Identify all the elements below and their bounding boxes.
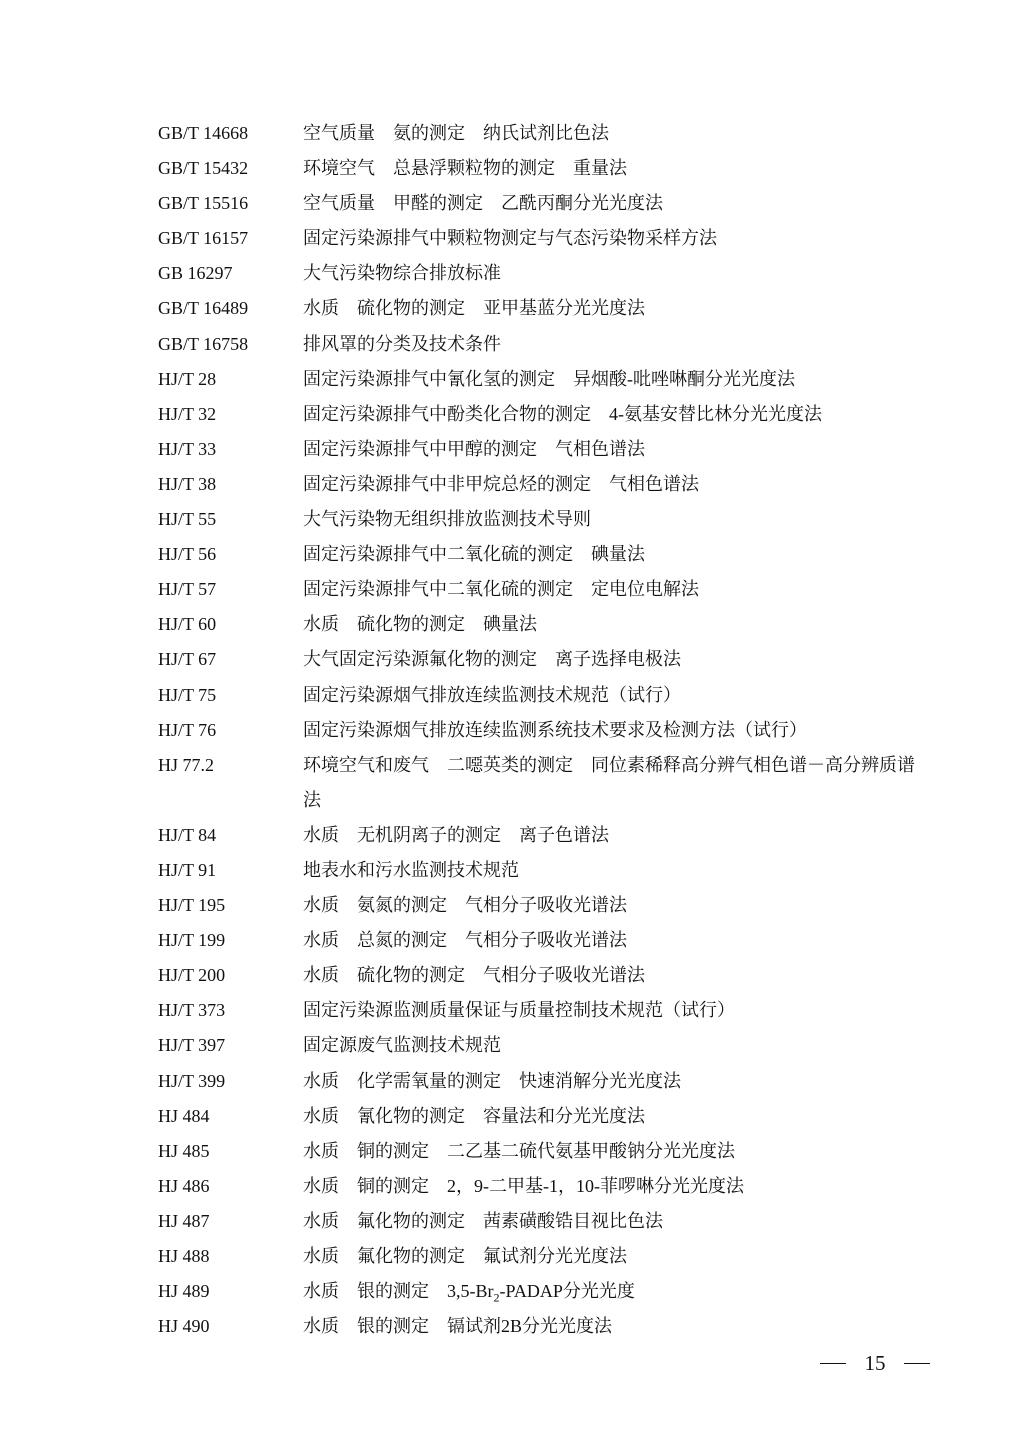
- reference-row: [158, 818, 938, 853]
- reference-row: [158, 116, 938, 151]
- reference-row: [158, 1204, 938, 1239]
- page-number: 15: [864, 1350, 886, 1375]
- standard-title: 水质 铜的测定 二乙基二硫代氨基甲酸钠分光光度法: [303, 1140, 735, 1161]
- reference-row: [158, 432, 938, 467]
- standard-code: HJ 488: [158, 1246, 210, 1266]
- standard-code: HJ/T 67: [158, 649, 217, 670]
- standard-code: HJ 486: [158, 1175, 210, 1196]
- reference-row: [158, 362, 938, 397]
- standard-code: HJ 489: [158, 1281, 210, 1302]
- standard-title-part: 水质 银的测定 3,5-Br: [303, 1281, 494, 1302]
- standard-title: 固定污染源排气中酚类化合物的测定 4-氨基安替比林分光光度法: [303, 403, 822, 424]
- reference-standards-list: [158, 116, 938, 1344]
- reference-row: [158, 958, 938, 993]
- standard-code: HJ 490: [158, 1316, 210, 1337]
- standard-code: HJ 484: [158, 1105, 210, 1126]
- standard-title: 固定污染源排气中颗粒物测定与气态污染物采样方法: [303, 228, 717, 249]
- reference-row: [158, 151, 938, 186]
- reference-row: [158, 1274, 938, 1309]
- reference-row: [158, 186, 938, 221]
- footer-left-dash: [820, 1363, 846, 1364]
- standard-title: 环境空气和废气 二噁英类的测定 同位素稀释高分辨气相色谱－高分辨质谱 法: [303, 754, 915, 810]
- standard-code: HJ/T 397: [158, 1035, 226, 1056]
- standard-title: 固定污染源排气中非甲烷总烃的测定 气相色谱法: [303, 473, 699, 494]
- standard-title: 水质 硫化物的测定 气相分子吸收光谱法: [303, 965, 645, 986]
- reference-row: [158, 1099, 938, 1134]
- standard-title: 固定污染源烟气排放连续监测技术规范（试行）: [303, 684, 681, 705]
- reference-row: [158, 748, 938, 818]
- standard-code: HJ/T 399: [158, 1070, 226, 1091]
- standard-title: [303, 1274, 938, 1309]
- standard-code: HJ 77.2: [158, 754, 215, 775]
- standard-code: HJ/T 76: [158, 719, 217, 740]
- reference-row: [158, 888, 938, 923]
- reference-row: [158, 1239, 938, 1274]
- reference-row: [158, 607, 938, 642]
- standard-title: 水质 总氮的测定 气相分子吸收光谱法: [303, 930, 627, 951]
- standard-code: GB/T 15432: [158, 158, 249, 179]
- standard-title: 大气固定污染源氟化物的测定 离子选择电极法: [303, 649, 681, 670]
- reference-row: [158, 993, 938, 1028]
- standard-code: HJ/T 33: [158, 438, 217, 459]
- standard-code: HJ/T 75: [158, 684, 217, 705]
- reference-row: [158, 1028, 938, 1063]
- standard-code: HJ/T 60: [158, 614, 217, 635]
- standard-code: GB/T 15516: [158, 193, 249, 214]
- standard-code: HJ/T 195: [158, 895, 226, 916]
- standard-code: HJ/T 57: [158, 579, 217, 600]
- standard-code: HJ/T 200: [158, 965, 226, 986]
- standard-code: HJ/T 56: [158, 544, 217, 565]
- standard-title: 水质 无机阴离子的测定 离子色谱法: [303, 824, 609, 845]
- page-footer: [820, 1348, 930, 1378]
- standard-title-part: -PADAP分光光度: [499, 1281, 635, 1302]
- standard-code: GB/T 14668: [158, 123, 249, 143]
- reference-row: [158, 1134, 938, 1169]
- reference-row: [158, 397, 938, 432]
- reference-row: [158, 502, 938, 537]
- standard-code: HJ/T 373: [158, 1000, 226, 1021]
- footer-right-dash: [904, 1363, 930, 1364]
- standard-code: HJ/T 38: [158, 473, 217, 494]
- standard-title: 水质 硫化物的测定 碘量法: [303, 614, 537, 635]
- standard-code: GB/T 16157: [158, 228, 249, 249]
- subscript-text: 2: [493, 1290, 500, 1305]
- standard-title: 空气质量 氨的测定 纳氏试剂比色法: [303, 123, 609, 143]
- reference-row: [158, 572, 938, 607]
- standard-code: HJ/T 91: [158, 859, 217, 880]
- standard-title: 水质 铜的测定 2，9-二甲基-1，10-菲啰啉分光光度法: [303, 1175, 744, 1196]
- standard-title: 水质 银的测定 镉试剂2B分光光度法: [303, 1316, 613, 1337]
- standard-title: 空气质量 甲醛的测定 乙酰丙酮分光光度法: [303, 193, 663, 214]
- standard-code: HJ/T 199: [158, 930, 226, 951]
- standard-title: 固定污染源排气中二氧化硫的测定 定电位电解法: [303, 579, 699, 600]
- standard-title: 地表水和污水监测技术规范: [303, 859, 519, 880]
- standard-title: 固定污染源排气中氰化氢的测定 异烟酸-吡唑啉酮分光光度法: [303, 368, 795, 389]
- standard-title: 水质 硫化物的测定 亚甲基蓝分光光度法: [303, 298, 645, 319]
- standard-code: HJ/T 84: [158, 824, 217, 845]
- standard-code: HJ/T 28: [158, 368, 217, 389]
- standard-title: 固定源废气监测技术规范: [303, 1035, 501, 1056]
- standard-title: 水质 氟化物的测定 茜素磺酸锆目视比色法: [303, 1210, 663, 1231]
- standard-code: GB/T 16489: [158, 298, 249, 319]
- reference-row: [158, 678, 938, 713]
- standard-code: HJ/T 55: [158, 509, 217, 530]
- reference-row: [158, 1064, 938, 1099]
- standard-title: 固定污染源监测质量保证与质量控制技术规范（试行）: [303, 1000, 735, 1021]
- standard-code: GB 16297: [158, 263, 233, 284]
- standard-title: 大气污染物无组织排放监测技术导则: [303, 509, 591, 530]
- standard-code: GB/T 16758: [158, 333, 249, 354]
- reference-row: [158, 537, 938, 572]
- standard-title: 大气污染物综合排放标准: [303, 263, 501, 284]
- reference-row: [158, 642, 938, 677]
- standard-title: 水质 氰化物的测定 容量法和分光光度法: [303, 1105, 645, 1126]
- standard-title: 固定污染源排气中二氧化硫的测定 碘量法: [303, 544, 645, 565]
- reference-row: [158, 221, 938, 256]
- reference-row: [158, 1309, 938, 1344]
- reference-row: [158, 256, 938, 291]
- standard-title: 环境空气 总悬浮颗粒物的测定 重量法: [303, 158, 627, 179]
- reference-row: [158, 853, 938, 888]
- reference-row: [158, 713, 938, 748]
- reference-row: [158, 327, 938, 362]
- standard-title: 水质 氟化物的测定 氟试剂分光光度法: [303, 1246, 627, 1266]
- standard-code: HJ 485: [158, 1140, 210, 1161]
- standard-code: HJ/T 32: [158, 403, 217, 424]
- standard-title: 水质 化学需氧量的测定 快速消解分光光度法: [303, 1070, 681, 1091]
- standard-title: 固定污染源排气中甲醇的测定 气相色谱法: [303, 438, 645, 459]
- standard-title: 水质 氨氮的测定 气相分子吸收光谱法: [303, 895, 627, 916]
- standard-title: 固定污染源烟气排放连续监测系统技术要求及检测方法（试行）: [303, 719, 807, 740]
- reference-row: [158, 923, 938, 958]
- reference-row: [158, 467, 938, 502]
- standard-title: 排风罩的分类及技术条件: [303, 333, 501, 354]
- reference-row: [158, 291, 938, 326]
- reference-row: [158, 1169, 938, 1204]
- standard-code: HJ 487: [158, 1210, 210, 1231]
